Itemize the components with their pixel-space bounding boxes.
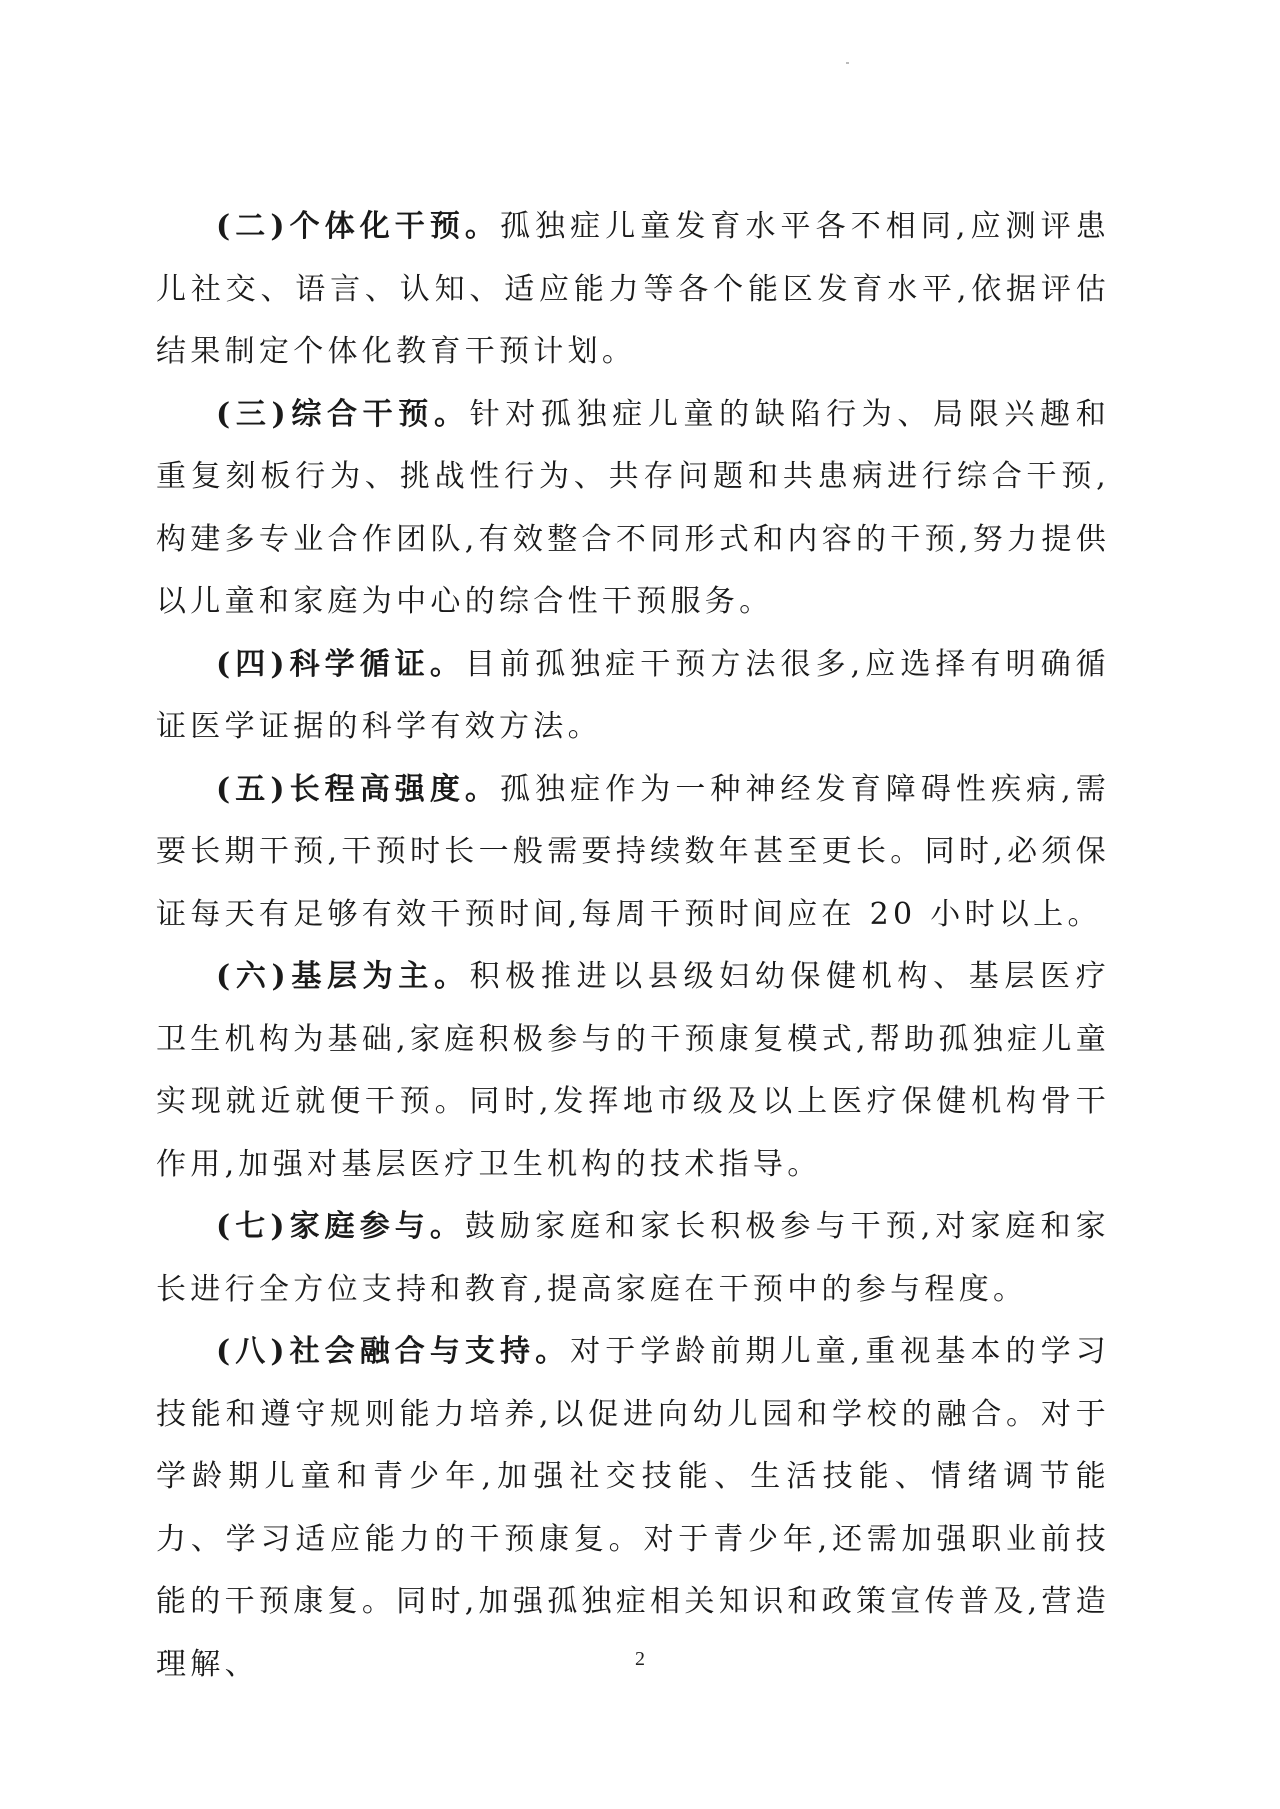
paragraph-text: 针对孤独症儿童的缺陷行为、局限兴趣和重复刻板行为、挑战性行为、共存问题和共患病进行综合干预,构建多专业合作团队,有效整合不同形式和内容的干预,努力提供以儿童和家庭为中心的综合性干预服务。 xyxy=(156,396,1110,619)
page-number: 2 xyxy=(635,1648,645,1670)
scan-speck xyxy=(846,62,849,64)
paragraph-grassroots-based xyxy=(156,946,1110,1196)
document-body xyxy=(156,196,1110,1696)
paragraph-social-integration xyxy=(156,1321,1110,1696)
paragraph-text: 目前孤独症干预方法很多,应选择有明确循证医学证据的科学有效方法。 xyxy=(156,646,1110,744)
paragraph-text: 鼓励家庭和家长积极参与干预,对家庭和家长进行全方位支持和教育,提高家庭在干预中的参与程度。 xyxy=(156,1209,1110,1307)
paragraph-heading: (四)科学循证。 xyxy=(216,646,465,682)
paragraph-evidence-based xyxy=(156,634,1110,759)
paragraph-heading: (五)长程高强度。 xyxy=(216,771,501,807)
paragraph-text: 孤独症作为一种神经发育障碍性疾病,需要长期干预,干预时长一般需要持续数年甚至更长。同时,必须保证每天有足够有效干预时间,每周干预时间应在 20 小时以上。 xyxy=(156,771,1111,932)
paragraph-text: 积极推进以县级妇幼保健机构、基层医疗卫生机构为基础,家庭积极参与的干预康复模式,帮助孤独症儿童实现就近就便干预。同时,发挥地市级及以上医疗保健机构骨干作用,加强对基层医疗卫生机构的技术指导。 xyxy=(156,959,1110,1182)
paragraph-heading: (二)个体化干预。 xyxy=(216,209,501,244)
paragraph-heading: (六)基层为主。 xyxy=(216,959,470,994)
paragraph-long-term-high-intensity xyxy=(156,759,1110,947)
paragraph-text: 对于学龄前期儿童,重视基本的学习技能和遵守规则能力培养,以促进向幼儿园和学校的融合。对于学龄期儿童和青少年,加强社交技能、生活技能、情绪调节能力、学习适应能力的干预康复。对于青少年,还需加强职业前技能的干预康复。同时,加强孤独症相关知识和政策宣传普及,营造理解、 xyxy=(156,1334,1110,1682)
paragraph-heading: (八)社会融合与支持。 xyxy=(216,1334,571,1369)
paragraph-comprehensive-intervention xyxy=(156,384,1110,634)
paragraph-text: 孤独症儿童发育水平各不相同,应测评患儿社交、语言、认知、适应能力等各个能区发育水平,依据评估结果制定个体化教育干预计划。 xyxy=(156,209,1111,369)
paragraph-heading: (三)综合干预。 xyxy=(216,396,470,432)
paragraph-individualized-intervention xyxy=(156,196,1110,384)
paragraph-family-participation xyxy=(156,1196,1110,1321)
paragraph-heading: (七)家庭参与。 xyxy=(216,1209,465,1244)
